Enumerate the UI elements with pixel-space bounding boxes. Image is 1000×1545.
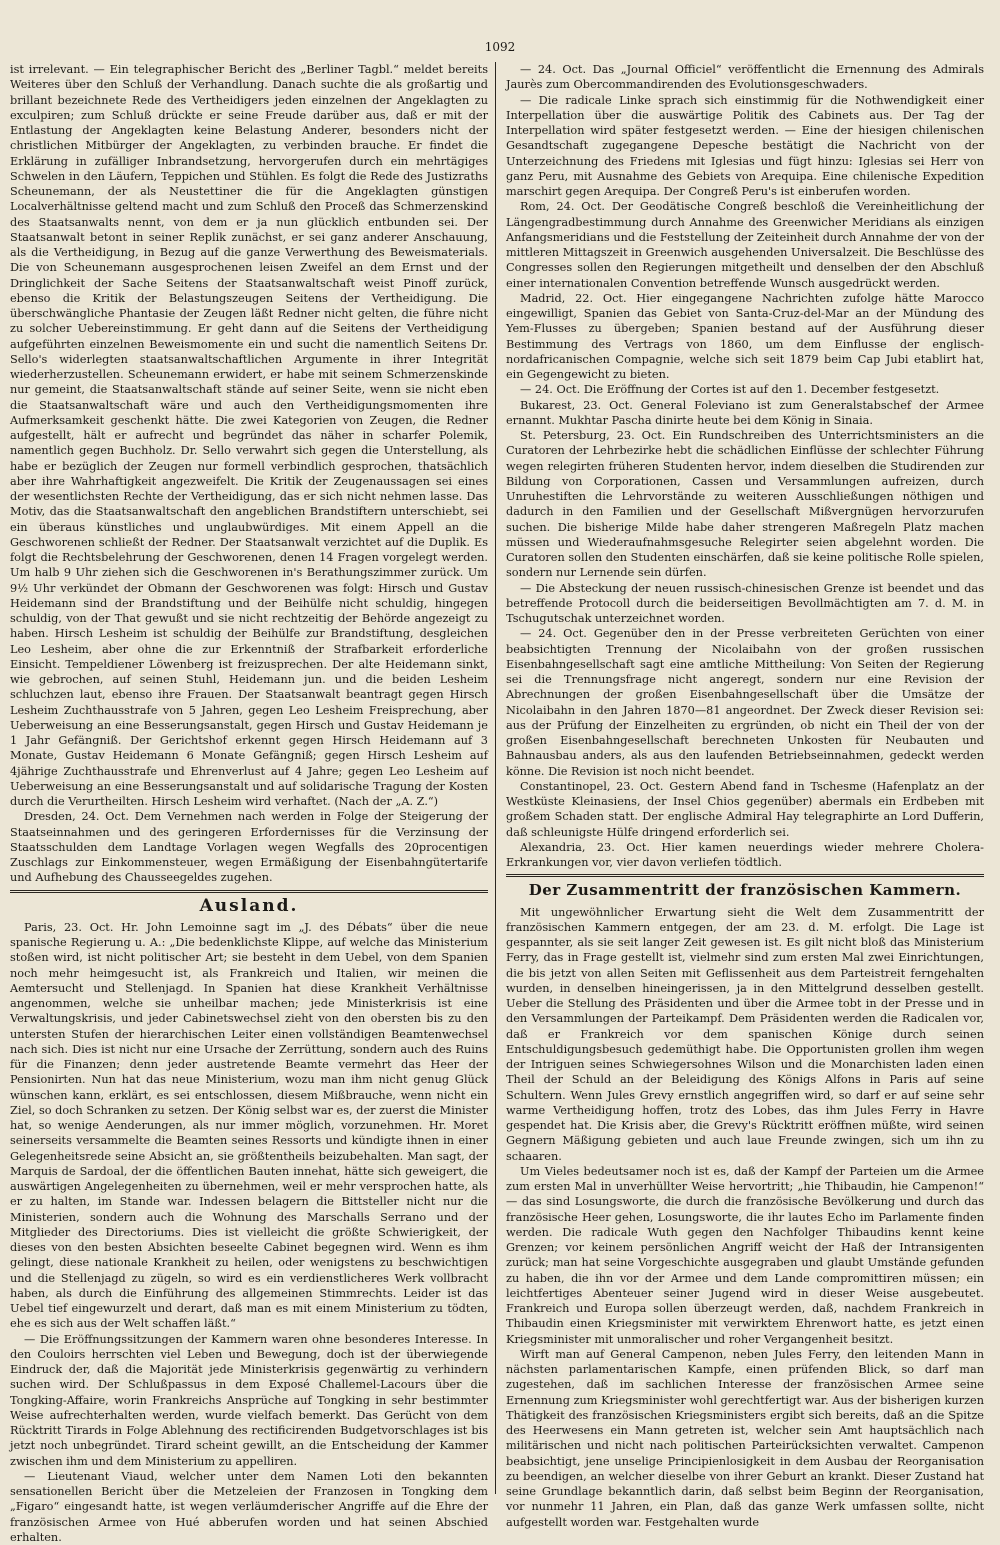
column-rule (495, 62, 496, 1494)
right-column (506, 62, 984, 1529)
radical-left-report: — Die radicale Linke sprach sich einstimmig für die Nothwendigkeit einer Interpellation über die auswärtige Politik des Cabinets aus. Der Tag der Interpellation wird später festgesetzt werden. — Eine der hiesigen chilenischen Gesandtschaft zugegangene Depesche bestätigt die Nachricht von der Unterzeichnung des Friedens mit Iglesias und fügt hinzu: Iglesias sei Herr von ganz Peru, mit Ausnahme des Gebiets von Arequipa. Eine chilenische Expedition marschirt gegen Arequipa. Der Congreß Peru's ist einberufen worden. (506, 93, 984, 198)
left-column (10, 62, 488, 1544)
alexandria-report: Alexandria, 23. Oct. Hier kamen neuerdings wieder mehrere Cholera-Erkrankungen vor, vier davon verliefen tödtlich. (506, 840, 984, 869)
article-paragraph: Wirft man auf General Campenon, neben Jules Ferry, den leitenden Mann in nächsten parlamentarischen Kampfe, einen prüfenden Blick, so darf man zugestehen, daß im sachlichen Interesse der französischen Armee seine Ernennung zum Kriegsminister wohl gerechtfertigt war. Aus der bisherigen kurzen Thätigkeit des französischen Kriegsministers ergibt sich bereits, daß an die Spitze des Heerwesens ein Mann getreten ist, welcher sein Amt hauptsächlich nach militärischen und nicht nach politischen Parteirücksichten verwaltet. Campenon beabsichtigt, jene unselige Principienlosigkeit in dem Ausbau der Reorganisation zu beendigen, an welcher dieselbe von ihrer Geburt an krankt. Dieser Zustand hat seine Grundlage bekanntlich darin, daß selbst beim Beginn der Reorganisation, vor nunmehr 11 Jahren, ein Plan, daß das ganze Werk umfassen sollte, nicht aufgestellt worden war. Festgehalten wurde (506, 1347, 984, 1529)
section-title-ausland: Ausland. (199, 895, 299, 916)
paris-report: Paris, 23. Oct. Hr. John Lemoinne sagt im „J. des Débats“ über die neue spanische Regierung u. A.: „Die bedenklichste Klippe, auf welche das Ministerium stoßen wird, ist nicht politischer Art; sie besteht in dem Uebel, von dem Spanien noch mehr heimgesucht ist, als Frankreich und Italien, wir meinen die Aemtersucht und Stellenjagd. In Spanien hat diese Krankheit Verhältnisse angenommen, welche sie unheilbar machen; jede Ministerkrisis ist eine Verwaltungskrisis, und jeder Cabinetswechsel zieht von den obersten bis zu den untersten Stufen der hierarchischen Leiter einen vollständigen Beamtenwechsel nach sich. Dies ist nicht nur eine Ursache der Zerrüttung, sondern auch des Ruins für die Finanzen; denn jeder austretende Beamte vermehrt das Heer der Pensionirten. Nun hat das neue Ministerium, wozu man ihm nicht genug Glück wünschen kann, erklärt, es sei entschlossen, diesem Mißbrauche, wenn nicht ein Ziel, so doch Schranken zu setzen. Der König selbst war es, der zuerst die Minister hat, so wenige Aenderungen, als nur immer möglich, vorzunehmen. Hr. Moret seinerseits versammelte die Beamten seines Ressorts und kündigte ihnen in einer Gelegenheitsrede seine Absicht an, sie größtentheils beizubehalten. Man sagt, der Marquis de Sardoal, der die öffentlichen Bauten innehat, hätte sich geweigert, die auswärtigen Angelegenheiten zu übernehmen, weil er mehr versprochen hatte, als er zu halten, im Stande war. Indessen belagern die Bittsteller nicht nur die Ministerien, sondern auch die Wohnung des Marschalls Serrano und der Mitglieder des Directoriums. Dies ist vielleicht die größte Schwierigkeit, der dieses von den besten Absichten beseelte Cabinet begegnen wird. Wenn es ihm gelingt, diese nationale Krankheit zu heilen, oder wenigstens zu beschwichtigen und die Stellenjagd zu zügeln, so wird es ein verdienstlicheres Werk vollbracht haben, als durch die Einführung des allgemeinen Stimmrechts. Leider ist das Uebel tief eingewurzelt und derart, daß man es mit einem Ministerium zu tödten, ehe es sich aus der Welt schaffen läßt.“ (10, 920, 488, 1331)
article-paragraph: Um Vieles bedeutsamer noch ist es, daß der Kampf der Parteien um die Armee zum ersten Mal in unverhüllter Weise hervortritt; „hie Thibaudin, hie Campenon!“ — das sind Losungsworte, die durch die französische Bevölkerung und durch das französische Heer gehen, Losungsworte, die ihr lautes Echo im Parlamente finden werden. Die radicale Wuth gegen den Nachfolger Thibaudins kennt keine Grenzen; vor keinem persönlichen Angriff weicht der Haß der Intransigenten zurück; man hat seine Vorgeschichte ausgegraben und glaubt Umstände gefunden zu haben, die ihn vor der Armee und dem Lande compromittiren müssen; ein leichtfertiges Abenteuer seiner Jugend wird in dieser Weise ausgebeutet. Frankreich und Europa sollen überzeugt werden, daß, nachdem Frankreich in Thibaudin einen Kriegsminister mit verwirktem Ehrenwort hatte, es jetzt einen Kriegsminister mit unmoralischer und roher Vergangenheit besitzt. (506, 1164, 984, 1346)
section-divider (10, 890, 488, 893)
article-divider (506, 874, 984, 877)
madrid-cortes-report: — 24. Oct. Die Eröffnung der Cortes ist auf den 1. December festgesetzt. (520, 383, 940, 397)
border-report: — Die Absteckung der neuen russisch-chinesischen Grenze ist beendet und das betreffende Protocoll durch die beiderseitigen Bevollmächtigten am 7. d. M. in Tschugutschak unterzeichnet worden. (506, 581, 984, 625)
madrid-report: Madrid, 22. Oct. Hier eingegangene Nachrichten zufolge hätte Marocco eingewilligt, Spanien das Gebiet von Santa-Cruz-del-Mar an der Mündung des Yem-Flusses zu übergeben; Spanien bestand auf der Ausführung dieser Bestimmung des Vertrags von 1860, um dem Einflusse der englisch-nordafricanischen Compagnie, welche sich seit 1879 beim Cap Jubi etablirt hat, ein Gegengewicht zu bieten. (506, 291, 984, 381)
dresden-report: Dresden, 24. Oct. Dem Vernehmen nach werden in Folge der Steigerung der Staatseinnahmen und des geringeren Erfordernisses für die Verzinsung der Staatsschulden dem Landtage Vorlagen wegen Wegfalls des 20procentigen Zuschlags zur Einkommensteuer, wegen Ermäßigung der Eisenbahngütertarife und Aufhebung des Chausseegeldes zugehen. (10, 810, 488, 885)
rom-report: Rom, 24. Oct. Der Geodätische Congreß beschloß die Vereinheitlichung der Längengradbestimmung durch Annahme des Greenwicher Meridians als einzigen Anfangsmeridians und die Feststellung der Zeiteinheit durch Annahme der von der mittleren Mittagszeit in Greenwich ausgehenden Universalzeit. Die Beschlüsse des Congresses sollen den Regierungen mitgetheilt und denselben der den Abschluß einer internationalen Convention betreffende Wunsch ausgedrückt werden. (506, 200, 984, 290)
article-paragraph: Mit ungewöhnlicher Erwartung sieht die Welt dem Zusammentritt der französischen Kammern entgegen, der am 23. d. M. erfolgt. Die Lage ist gespannter, als sie seit langer Zeit gewesen ist. Es gilt nicht bloß das Ministerium Ferry, das in Frage gestellt ist, vielmehr sind zum ersten Mal zwei Einrichtungen, die bis jetzt von allen Seiten mit Geflissenheit aus dem Parteistreit ferngehalten wurden, in denselben hineingerissen, ja in den Mittelgrund desselben gestellt. Ueber die Stellung des Präsidenten und über die Armee tobt in der Presse und in den Versammlungen der Parteikampf. Dem Präsidenten werden die Radicalen vor, daß er Frankreich vor dem spanischen Könige durch seinen Entschuldigungsbesuch gedemüthigt habe. Die Opportunisten grollen ihm wegen der Intriguen seines Schwiegersohnes Wilson und die Monarchisten laden einen Theil der Schuld an der Beleidigung des Königs Alfons in Paris auf seine Schultern. Wenn Jules Grevy ernstlich angegriffen wird, so darf er auf seine sehr warme Vertheidigung hoffen, trotz des Lobes, das ihm Jules Ferry in Havre gespendet hat. Die Krisis aber, die Grevy's Rücktritt eröffnen müßte, wird seinen Gegnern Mäßigung gebieten und auch laue Freunde zwingen, sich um ihn zu schaaren. (506, 905, 984, 1163)
st-petersburg-report: St. Petersburg, 23. Oct. Ein Rundschreiben des Unterrichtsministers an die Curatoren der Lehrbezirke hebt die schädlichen Einflüsse der schlechter Führung wegen relegirten früheren Studenten hervor, indem dieselben die Studirenden zur Bildung von Corporationen, Cassen und Versammlungen aufreizen, durch Unruhestiften die Lehrvorstände zu weiteren Ausschließungen nöthigen und dadurch in den Familien und der Gesellschaft Mißvergnügen hervorzurufen suchen. Die bisherige Milde habe daher strengeren Maßregeln Platz machen müssen und Wiederaufnahmsgesuche Relegirter seien abgelehnt worden. Die Curatoren sollen den Studenten einschärfen, daß sie keine politische Rolle spielen, sondern nur Lernende sein dürfen. (506, 429, 984, 580)
nicolaibahn-report: — 24. Oct. Gegenüber den in der Presse verbreiteten Gerüchten von einer beabsichtigten Trennung der Nicolaibahn von der großen russischen Eisenbahngesellschaft sagt eine amtliche Mittheilung: Von Seiten der Regierung sei die Trennungsfrage nicht angeregt, sondern nur eine Revision der Abrechnungen der großen Eisenbahngesellschaft über die Umsätze der Nicolaibahn in den Jahren 1870—81 angeordnet. Der Zweck dieser Revision sei: aus der Prüfung der Einzelheiten zu ergründen, ob nicht ein Theil der von der großen Eisenbahngesellschaft berechneten Unkosten für Neubauten und Bahnausbau anders, als aus den laufenden Betriebseinnahmen, gedeckt werden könne. Die Revision ist noch nicht beendet. (506, 627, 984, 778)
constantinopel-report: Constantinopel, 23. Oct. Gestern Abend fand in Tschesme (Hafenplatz an der Westküste Kleinasiens, der Insel Chios gegenüber) abermals ein Erdbeben mit großem Schaden statt. Der englische Admiral Hay telegraphirte an Lord Dufferin, daß schleunigste Hülfe dringend erforderlich sei. (506, 779, 984, 839)
article-title: Der Zusammentritt der französischen Kammern. (528, 881, 962, 900)
paris-viaud-report: — Lieutenant Viaud, welcher unter dem Namen Loti den bekannten sensationellen Bericht über die Metzeleien der Franzosen in Tongking dem „Figaro“ eingesandt hatte, ist wegen verläumderischer Angriffe auf die Ehre der französischen Armee von Hué abberufen worden und hat seinen Abschied erhalten. (10, 1469, 488, 1544)
paris-journal-officiel-report: — 24. Oct. Das „Journal Officiel“ veröffentlicht die Ernennung des Admirals Jaurès zum Obercommandirenden des Evolutionsgeschwaders. (506, 63, 984, 92)
paris-chambers-report: — Die Eröffnungssitzungen der Kammern waren ohne besonderes Interesse. In den Couloirs herrschten viel Leben und Bewegung, doch ist der überwiegende Eindruck der, daß die Majorität jede Ministerkrisis gegenwärtig zu verhindern suchen wird. Der Schlußpassus in dem Exposé Challemel-Lacours über die Tongking-Affaire, worin Frankreichs Ansprüche auf Tongking in sehr bestimmter Weise aufrechterhalten werden, wurde vielfach bemerkt. Das Gerücht von dem Rücktritt Tirards in Folge Ablehnung des rectificirenden Budgetvorschlages ist bis jetzt noch unbegründet. Tirard scheint gewillt, an die Entscheidung der Kammer zwischen ihm und dem Ministerium zu appelliren. (10, 1332, 488, 1468)
trial-report-paragraph: ist irrelevant. — Ein telegraphischer Bericht des „Berliner Tagbl.“ meldet bereits Weiteres über den Schluß der Verhandlung. Danach suchte die als großartig und brillant bezeichnete Rede des Vertheidigers jeden einzelnen der Angeklagten zu exculpiren; zum Schluß drückte er seine Freude darüber aus, daß er mit der Entlastung der Angeklagten keine Belastung Anderer, besonders nicht der christlichen Mitbürger der Angeklagten, zu verbinden brauche. Er findet die Erklärung in zufälliger Inbrandsetzung, hervorgerufen durch ein mehrtägiges Schwelen in den Läufern, Teppichen und Stühlen. Es folgt die Rede des Justizraths Scheunemann, der als Neustettiner die für die Angeklagten günstigen Localverhältnisse geltend macht und zum Schluß den Proceß das Schmerzenskind des Staatsanwalts nennt, von dem er ja nun glücklich entbunden sei. Der Staatsanwalt betont in seiner Replik zunächst, er sei ganz anderer Anschauung, als die Vertheidigung, in Bezug auf die ganze Verwerthung des Beweismaterials. Die von Scheunemann ausgesprochenen leisen Zweifel an dem Ernst und der Dringlichkeit der Sache Seitens der Staatsanwaltschaft weist Pinoff zurück, ebenso die Kritik der Belastungszeugen Seitens der Vertheidigung. Die überschwängliche Phantasie der Zeugen läßt Redner nicht gelten, die führe nicht zu solcher Uebereinstimmung. Er geht dann auf die Seitens der Vertheidigung aufgeführten einzelnen Beweismomente ein und sucht die namentlich Seitens Dr. Sello's widerlegten staatsanwaltschaftlichen Argumente in ihrer Integrität wiederherzustellen. Scheunemann erwidert, er habe mit seinem Schmerzenskinde nur gemeint, die Staatsanwaltschaft stände auf seiner Seite, wenn sie nicht eben die Staatsanwaltschaft wäre und auch den Vertheidigungsmomenten ihre Aufmerksamkeit geschenkt hätte. Die zwei Kategorien von Zeugen, die Redner aufgestellt, hält er aufrecht und begründet das näher in scharfer Polemik, namentlich gegen Buchholz. Dr. Sello verwahrt sich gegen die Unterstellung, als habe er bezüglich der Zeugen nur formell verbindlich gesprochen, thatsächlich aber ihre Wahrhaftigkeit angezweifelt. Die Kritik der Zeugenaussagen sei eines der wesentlichsten Rechte der Vertheidigung, das er sich nicht nehmen lasse. Das Motiv, das die Staatsanwaltschaft den angeblichen Brandstiftern unterschiebt, sei ein überaus künstliches und unglaubwürdiges. Mit einem Appell an die Geschworenen schließt der Redner. Der Staatsanwalt verzichtet auf die Duplik. Es folgt die Rechtsbelehrung der Geschworenen, denen 14 Fragen vorgelegt werden. Um halb 9 Uhr ziehen sich die Geschworenen in's Berathungszimmer zurück. Um 9½ Uhr verkündet der Obmann der Geschworenen was folgt: Hirsch und Gustav Heidemann sind der Brandstiftung und der Beihülfe nicht schuldig, hingegen schuldig, von der That gewußt und sie nicht rechtzeitig der Behörde angezeigt zu haben. Hirsch Lesheim ist schuldig der Beihülfe zur Brandstiftung, desgleichen Leo Lesheim, aber ohne die zur Erkenntniß der Strafbarkeit erforderliche Einsicht. Tempeldiener Löwenberg ist freizusprechen. Der alte Heidemann sinkt, wie gebrochen, auf seinen Stuhl, Heidemann jun. und die beiden Lesheim schluchzen laut, ebenso ihre Frauen. Der Staatsanwalt beantragt gegen Hirsch Lesheim Zuchthausstrafe von 5 Jahren, gegen Leo Lesheim Freisprechung, aber Ueberweisung an eine Besserungsanstalt, gegen Hirsch und Gustav Heidemann je 1 Jahr Gefängniß. Der Gerichtshof erkennt gegen Hirsch Heidemann auf 3 Monate, Gustav Heidemann 6 Monate Gefängniß; gegen Hirsch Lesheim auf 4jährige Zuchthausstrafe und Ehrenverlust auf 4 Jahre; gegen Leo Lesheim auf Ueberweisung an eine Besserungsanstalt und auf solidarische Tragung der Kosten durch die Verurtheilten. Hirsch Lesheim wird verhaftet. (Nach der „A. Z.“) (10, 63, 488, 808)
bukarest-report: Bukarest, 23. Oct. General Foleviano ist zum Generalstabschef der Armee ernannt. Mukhtar Pascha dinirte heute bei dem König in Sinaia. (506, 398, 984, 427)
page-number: 1092 (484, 40, 516, 54)
